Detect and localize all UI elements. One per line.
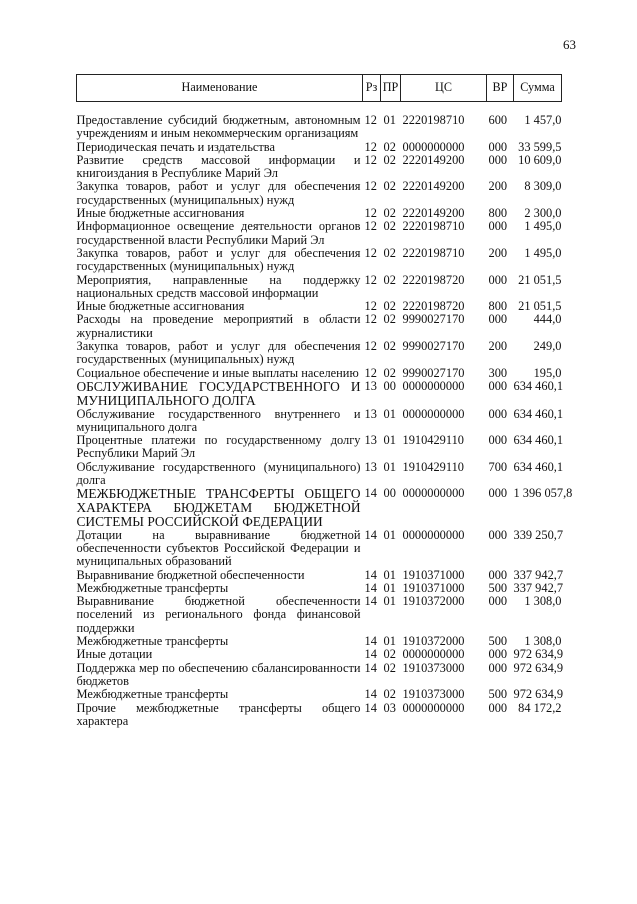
table-row bbox=[77, 274, 562, 301]
row-rz: 12 bbox=[364, 299, 377, 314]
table-row bbox=[77, 595, 562, 635]
row-sum: 972 634,9 bbox=[513, 687, 564, 702]
row-pr: 02 bbox=[383, 152, 396, 167]
row-vr: 000 bbox=[488, 152, 508, 167]
table-row bbox=[77, 154, 562, 181]
row-sum: 634 460,1 bbox=[513, 459, 564, 474]
row-sum: 634 460,1 bbox=[513, 378, 564, 393]
row-vr: 000 bbox=[488, 594, 508, 609]
row-rz: 13 bbox=[364, 406, 377, 421]
row-rz: 14 bbox=[364, 527, 377, 542]
row-name: Развитие средств массовой информации и книгоиздания в Республике Марий Эл bbox=[76, 152, 361, 181]
row-cs: 1910429110 bbox=[402, 459, 464, 474]
row-rz: 13 bbox=[364, 459, 377, 474]
table-row bbox=[77, 207, 562, 220]
row-name: Мероприятия, направленные на поддержку национальных средств массовой информации bbox=[76, 272, 361, 300]
row-pr: 00 bbox=[383, 486, 396, 501]
row-name: Прочие межбюджетные трансферты общего характера bbox=[76, 700, 361, 728]
row-cs: 1910429110 bbox=[402, 433, 464, 448]
row-vr: 300 bbox=[488, 365, 508, 380]
header-vr: ВР bbox=[487, 75, 514, 102]
row-name: ОБСЛУЖИВАНИЕ ГОСУДАРСТВЕННОГО И МУНИЦИПАЛЬНОГО ДОЛГА bbox=[76, 378, 361, 408]
row-pr: 02 bbox=[383, 272, 396, 287]
row-sum: 972 634,9 bbox=[513, 647, 564, 662]
row-cs: 0000000000 bbox=[402, 647, 465, 662]
table-row bbox=[77, 220, 562, 247]
table-row bbox=[77, 635, 562, 648]
row-vr: 000 bbox=[488, 486, 508, 501]
row-vr: 000 bbox=[488, 312, 508, 327]
row-cs: 2220149200 bbox=[402, 152, 465, 167]
row-cs: 1910372000 bbox=[402, 634, 465, 649]
row-vr: 200 bbox=[488, 179, 508, 194]
row-rz: 14 bbox=[364, 567, 377, 582]
row-cs: 9990027170 bbox=[402, 339, 465, 354]
row-rz: 12 bbox=[364, 339, 377, 354]
row-cs: 1910371000 bbox=[402, 580, 465, 595]
row-name: Выравнивание бюджетной обеспеченности bbox=[76, 567, 305, 582]
row-cs: 0000000000 bbox=[402, 700, 465, 715]
row-rz: 14 bbox=[364, 580, 377, 595]
row-vr: 000 bbox=[488, 660, 508, 675]
row-pr: 01 bbox=[383, 567, 396, 582]
row-vr: 000 bbox=[488, 219, 508, 234]
row-vr: 000 bbox=[488, 433, 508, 448]
row-sum: 21 051,5 bbox=[518, 299, 562, 314]
row-name: Расходы на проведение мероприятий в области журналистики bbox=[76, 312, 361, 340]
table-row bbox=[77, 461, 562, 488]
row-cs: 1910373000 bbox=[402, 687, 465, 702]
row-cs: 2220149200 bbox=[402, 206, 465, 221]
row-pr: 02 bbox=[383, 647, 396, 662]
row-vr: 000 bbox=[488, 700, 508, 715]
row-vr: 500 bbox=[488, 687, 508, 702]
row-rz: 12 bbox=[364, 245, 377, 260]
row-rz: 13 bbox=[364, 378, 377, 393]
row-pr: 02 bbox=[383, 179, 396, 194]
row-name: Обслуживание государственного внутреннего и муниципального долга bbox=[76, 406, 361, 434]
row-pr: 02 bbox=[383, 245, 396, 260]
row-vr: 000 bbox=[488, 406, 508, 421]
row-pr: 01 bbox=[383, 406, 396, 421]
row-cs: 9990027170 bbox=[402, 365, 465, 380]
row-name: Процентные платежи по государственному долгу Республики Марий Эл bbox=[76, 433, 361, 461]
table-row bbox=[77, 380, 562, 408]
row-rz: 14 bbox=[364, 486, 377, 501]
row-rz: 12 bbox=[364, 312, 377, 327]
row-pr: 00 bbox=[383, 378, 396, 393]
table-row bbox=[77, 648, 562, 661]
row-pr: 02 bbox=[383, 660, 396, 675]
row-vr: 500 bbox=[488, 580, 508, 595]
row-sum: 33 599,5 bbox=[518, 139, 562, 154]
row-cs: 0000000000 bbox=[402, 406, 465, 421]
row-sum: 1 495,0 bbox=[524, 245, 562, 260]
row-vr: 000 bbox=[488, 378, 508, 393]
row-sum: 972 634,9 bbox=[513, 660, 564, 675]
row-rz: 12 bbox=[364, 206, 377, 221]
header-sum: Сумма bbox=[514, 75, 562, 102]
row-vr: 800 bbox=[488, 299, 508, 314]
row-name: МЕЖБЮДЖЕТНЫЕ ТРАНСФЕРТЫ ОБЩЕГО ХАРАКТЕРА БЮДЖЕТАМ БЮДЖЕТНОЙ СИСТЕМЫ РОССИЙСКОЙ ФЕДЕРАЦИИ bbox=[76, 486, 361, 529]
row-vr: 000 bbox=[488, 567, 508, 582]
row-sum: 21 051,5 bbox=[518, 272, 562, 287]
row-cs: 0000000000 bbox=[402, 139, 465, 154]
row-sum: 1 495,0 bbox=[524, 219, 562, 234]
row-cs: 1910371000 bbox=[402, 567, 465, 582]
row-vr: 500 bbox=[488, 634, 508, 649]
row-pr: 02 bbox=[383, 312, 396, 327]
row-name: Закупка товаров, работ и услуг для обеспечения государственных (муниципальных) нужд bbox=[76, 179, 361, 207]
row-sum: 1 396 057,8 bbox=[513, 486, 573, 501]
table-row bbox=[77, 688, 562, 701]
row-cs: 1910372000 bbox=[402, 594, 465, 609]
row-cs: 0000000000 bbox=[402, 527, 465, 542]
row-vr: 000 bbox=[488, 647, 508, 662]
row-pr: 02 bbox=[383, 219, 396, 234]
row-cs: 2220198720 bbox=[402, 299, 465, 314]
row-name: Межбюджетные трансферты bbox=[76, 687, 229, 702]
row-pr: 01 bbox=[383, 594, 396, 609]
row-rz: 14 bbox=[364, 634, 377, 649]
row-sum: 339 250,7 bbox=[513, 527, 564, 542]
row-pr: 01 bbox=[383, 459, 396, 474]
row-sum: 634 460,1 bbox=[513, 406, 564, 421]
row-rz: 14 bbox=[364, 687, 377, 702]
table-row bbox=[77, 141, 562, 154]
row-vr: 600 bbox=[488, 113, 508, 127]
row-pr: 02 bbox=[383, 339, 396, 354]
row-rz: 12 bbox=[364, 179, 377, 194]
row-sum: 8 309,0 bbox=[524, 179, 562, 194]
row-pr: 01 bbox=[383, 634, 396, 649]
table-body bbox=[76, 102, 573, 729]
row-cs: 2220198710 bbox=[402, 245, 465, 260]
header-name: Наименование bbox=[77, 75, 363, 102]
row-cs: 1910373000 bbox=[402, 660, 465, 675]
page-number: 63 bbox=[563, 37, 576, 52]
row-cs: 2220149200 bbox=[402, 179, 465, 194]
table-row bbox=[77, 434, 562, 461]
row-rz: 14 bbox=[364, 700, 377, 715]
row-pr: 01 bbox=[383, 527, 396, 542]
row-pr: 01 bbox=[383, 433, 396, 448]
row-sum: 84 172,2 bbox=[518, 700, 562, 715]
table-row bbox=[77, 529, 562, 569]
row-pr: 01 bbox=[383, 580, 396, 595]
table-row bbox=[77, 569, 562, 582]
row-name: Иные бюджетные ассигнования bbox=[76, 206, 245, 221]
table-header bbox=[77, 75, 562, 102]
row-rz: 14 bbox=[364, 594, 377, 609]
row-vr: 800 bbox=[488, 206, 508, 221]
row-pr: 01 bbox=[383, 113, 396, 127]
header-cs: ЦС bbox=[401, 75, 487, 102]
row-sum: 249,0 bbox=[533, 339, 562, 354]
row-pr: 02 bbox=[383, 365, 396, 380]
table-row bbox=[77, 180, 562, 207]
row-name: Предоставление субсидий бюджетным, автономным учреждениям и иным некоммерческим организациям bbox=[76, 113, 361, 141]
row-sum: 337 942,7 bbox=[513, 567, 564, 582]
row-name: Межбюджетные трансферты bbox=[76, 580, 229, 595]
row-sum: 337 942,7 bbox=[513, 580, 564, 595]
table-row bbox=[77, 487, 562, 528]
row-name: Межбюджетные трансферты bbox=[76, 634, 229, 649]
row-pr: 03 bbox=[383, 700, 396, 715]
row-name: Социальное обеспечение и иные выплаты населению bbox=[76, 365, 359, 380]
row-cs: 0000000000 bbox=[402, 378, 465, 393]
row-name: Обслуживание государственного (муниципального) долга bbox=[76, 459, 361, 488]
row-sum: 444,0 bbox=[533, 312, 562, 327]
row-cs: 2220198720 bbox=[402, 272, 465, 287]
row-pr: 02 bbox=[383, 687, 396, 702]
table-row bbox=[77, 247, 562, 274]
row-name: Закупка товаров, работ и услуг для обеспечения государственных (муниципальных) нужд bbox=[76, 245, 361, 274]
header-rz: Рз bbox=[363, 75, 381, 102]
row-sum: 195,0 bbox=[533, 365, 562, 380]
row-cs: 2220198710 bbox=[402, 113, 465, 127]
row-vr: 000 bbox=[488, 272, 508, 287]
table-row bbox=[77, 313, 562, 340]
row-name: Поддержка мер по обеспечению сбалансированности бюджетов bbox=[76, 660, 361, 688]
row-name: Периодическая печать и издательства bbox=[76, 139, 275, 154]
table-row bbox=[77, 702, 562, 729]
table-row bbox=[77, 340, 562, 367]
row-name: Информационное освещение деятельности органов государственной власти Республики Марий Эл bbox=[76, 219, 361, 247]
budget-table bbox=[76, 74, 573, 728]
row-name: Дотации на выравнивание бюджетной обеспеченности субъектов Российской Федерации и муниципальных образований bbox=[76, 527, 361, 569]
row-rz: 12 bbox=[364, 113, 377, 127]
row-vr: 000 bbox=[488, 139, 508, 154]
row-pr: 02 bbox=[383, 206, 396, 221]
table-row bbox=[77, 102, 562, 141]
row-rz: 12 bbox=[364, 152, 377, 167]
table-row bbox=[77, 408, 562, 435]
table-row bbox=[77, 662, 562, 689]
header-pr: ПР bbox=[381, 75, 401, 102]
row-name: Иные дотации bbox=[76, 647, 153, 662]
row-name: Выравнивание бюджетной обеспеченности поселений из регионального фонда финансовой поддержки bbox=[76, 594, 361, 635]
row-rz: 12 bbox=[364, 139, 377, 154]
row-pr: 02 bbox=[383, 139, 396, 154]
row-rz: 12 bbox=[364, 219, 377, 234]
row-sum: 1 308,0 bbox=[524, 594, 562, 609]
table-row bbox=[77, 582, 562, 595]
row-vr: 200 bbox=[488, 245, 508, 260]
row-cs: 2220198710 bbox=[402, 219, 465, 234]
row-vr: 700 bbox=[488, 459, 508, 474]
row-cs: 0000000000 bbox=[402, 486, 465, 501]
row-rz: 12 bbox=[364, 272, 377, 287]
row-vr: 200 bbox=[488, 339, 508, 354]
row-vr: 000 bbox=[488, 527, 508, 542]
row-rz: 12 bbox=[364, 365, 377, 380]
table-row bbox=[77, 367, 562, 380]
row-sum: 634 460,1 bbox=[513, 433, 564, 448]
row-sum: 10 609,0 bbox=[518, 152, 562, 167]
row-sum: 1 308,0 bbox=[524, 634, 562, 649]
row-rz: 14 bbox=[364, 660, 377, 675]
row-rz: 14 bbox=[364, 647, 377, 662]
row-name: Иные бюджетные ассигнования bbox=[76, 299, 245, 314]
row-cs: 9990027170 bbox=[402, 312, 465, 327]
table-row bbox=[77, 300, 562, 313]
row-sum: 2 300,0 bbox=[524, 206, 562, 221]
row-sum: 1 457,0 bbox=[524, 113, 562, 127]
row-rz: 13 bbox=[364, 433, 377, 448]
row-pr: 02 bbox=[383, 299, 396, 314]
row-name: Закупка товаров, работ и услуг для обеспечения государственных (муниципальных) нужд bbox=[76, 339, 361, 367]
